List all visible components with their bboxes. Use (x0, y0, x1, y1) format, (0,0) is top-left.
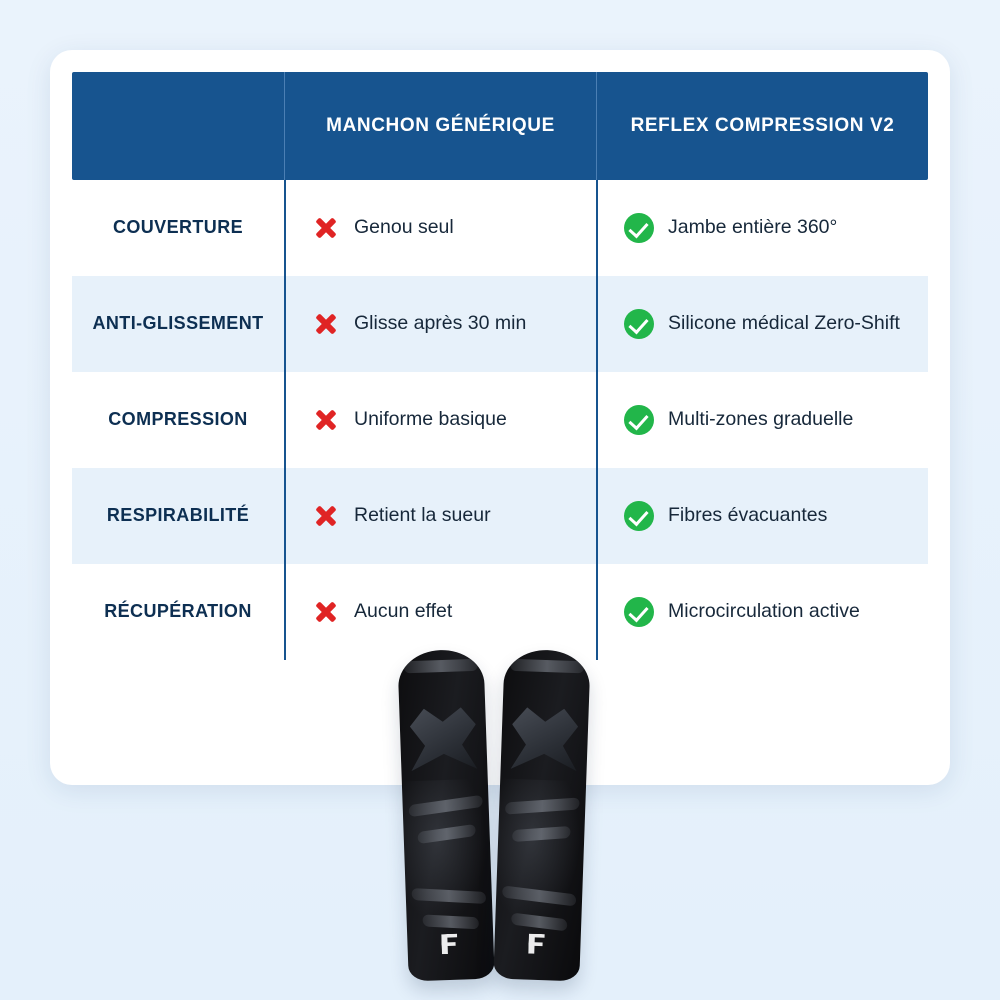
reflex-cell (596, 372, 928, 468)
table-row (72, 372, 928, 468)
product-image (395, 650, 605, 990)
x-icon (312, 406, 340, 434)
compression-sleeve-right (493, 649, 590, 982)
comparison-table (72, 72, 928, 660)
reflex-cell (596, 276, 928, 372)
generic-cell (284, 564, 596, 660)
table-row (72, 468, 928, 564)
table-header-cell-reflex (596, 72, 928, 180)
generic-value: Aucun effet (354, 600, 453, 623)
reflex-value: Silicone médical Zero-Shift (668, 312, 900, 335)
check-icon (624, 309, 654, 339)
feature-label: ANTI-GLISSEMENT (92, 313, 264, 334)
reflex-value: Microcirculation active (668, 600, 860, 623)
feature-cell (72, 180, 284, 276)
table-row (72, 180, 928, 276)
generic-value: Genou seul (354, 216, 454, 239)
table-header-cell-feature (72, 72, 284, 180)
table-header-label-generic: MANCHON GÉNÉRIQUE (326, 115, 555, 137)
feature-label: COUVERTURE (112, 217, 243, 238)
generic-value: Glisse après 30 min (354, 312, 527, 335)
table-header-cell-generic (284, 72, 596, 180)
reflex-value: Fibres évacuantes (668, 504, 828, 527)
reflex-value: Multi-zones graduelle (668, 408, 854, 431)
feature-label: RÉCUPÉRATION (104, 601, 252, 622)
generic-cell (284, 468, 596, 564)
check-icon (624, 405, 654, 435)
compression-sleeve-left (397, 649, 494, 982)
feature-label: COMPRESSION (108, 409, 248, 430)
x-icon (312, 598, 340, 626)
brand-logo-icon (441, 934, 458, 955)
generic-cell (284, 180, 596, 276)
x-icon (312, 310, 340, 338)
check-icon (624, 501, 654, 531)
brand-logo-icon (528, 934, 545, 955)
feature-cell (72, 372, 284, 468)
generic-cell (284, 372, 596, 468)
x-icon (312, 502, 340, 530)
feature-cell (72, 276, 284, 372)
generic-cell (284, 276, 596, 372)
feature-cell (72, 468, 284, 564)
table-row (72, 276, 928, 372)
check-icon (624, 213, 654, 243)
generic-value: Uniforme basique (354, 408, 507, 431)
reflex-cell (596, 468, 928, 564)
generic-value: Retient la sueur (354, 504, 491, 527)
check-icon (624, 597, 654, 627)
table-header-label-reflex: REFLEX COMPRESSION V2 (630, 115, 895, 137)
table-header-row (72, 72, 928, 180)
feature-label: RESPIRABILITÉ (106, 505, 250, 526)
table-row (72, 564, 928, 660)
reflex-cell (596, 180, 928, 276)
reflex-cell (596, 564, 928, 660)
x-icon (312, 214, 340, 242)
feature-cell (72, 564, 284, 660)
reflex-value: Jambe entière 360° (668, 216, 838, 239)
